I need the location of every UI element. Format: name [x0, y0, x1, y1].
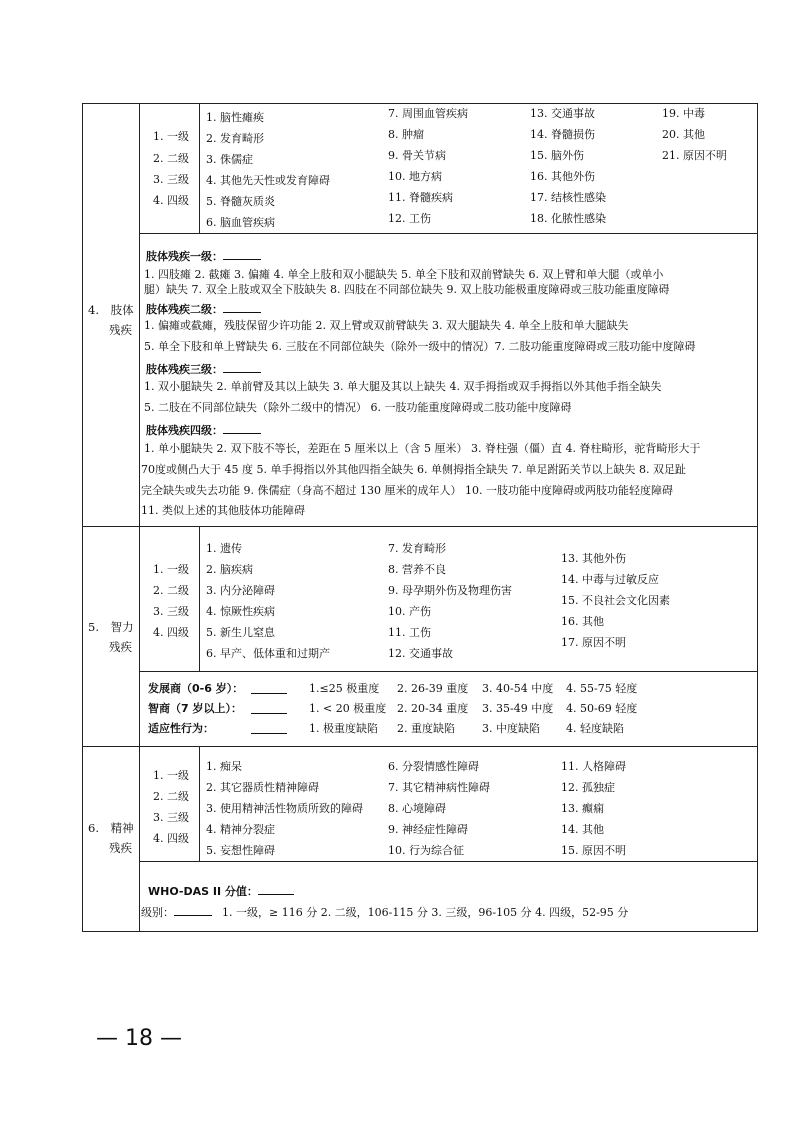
- limb-grade-2[interactable]: 2. 二级: [153, 152, 189, 165]
- limb-grade-3[interactable]: 3. 三级: [153, 173, 189, 186]
- dq-level[interactable]: 2. 26-39 重度: [397, 682, 469, 695]
- mental-cause[interactable]: 8. 心境障碍: [388, 802, 446, 815]
- adaptive-blank[interactable]: [251, 733, 287, 734]
- mental-number: 6.: [88, 821, 99, 835]
- intellectual-cause[interactable]: 17. 原因不明: [561, 636, 626, 649]
- category-divider: [139, 103, 140, 932]
- limb-level4-blank[interactable]: [223, 422, 261, 434]
- intellectual-number: 5.: [88, 620, 99, 634]
- adaptive-label: 适应性行为：: [148, 722, 214, 735]
- mental-cause[interactable]: 14. 其他: [561, 823, 604, 836]
- adaptive-level[interactable]: 1. 极重度缺陷: [309, 722, 378, 735]
- limb-cause[interactable]: 18. 化脓性感染: [530, 212, 606, 225]
- intellectual-category-label: [88, 617, 138, 657]
- grade-divider-mental: [199, 746, 200, 861]
- intellectual-cause[interactable]: 12. 交通事故: [388, 647, 453, 660]
- dq-blank[interactable]: [251, 693, 287, 694]
- mental-cause[interactable]: 5. 妄想性障碍: [206, 844, 275, 857]
- limb-level2-line: 1. 偏瘫或截瘫，残肢保留少许功能 2. 双上臂或双前臂缺失 3. 双大腿缺失 4. 单全上肢和单大腿缺失: [144, 319, 629, 332]
- limb-level3-line: 1. 双小腿缺失 2. 单前臂及其以上缺失 3. 单大腿及其以上缺失 4. 双手拇指或双手拇指以外其他手指全缺失: [144, 380, 662, 393]
- limb-grade-1[interactable]: 1. 一级: [153, 130, 189, 143]
- iq-level[interactable]: 4. 50-69 轻度: [566, 702, 638, 715]
- iq-blank[interactable]: [251, 713, 287, 714]
- mental-name-1: 精神: [110, 821, 134, 835]
- limb-cause[interactable]: 13. 交通事故: [530, 107, 595, 120]
- limb-cause[interactable]: 6. 脑血管疾病: [206, 216, 275, 229]
- limb-level4-title: 肢体残疾四级：: [146, 422, 261, 438]
- limb-category-label: [88, 300, 138, 340]
- intellectual-cause[interactable]: 4. 惊厥性疾病: [206, 605, 275, 618]
- dq-level[interactable]: 3. 40-54 中度: [482, 682, 554, 695]
- limb-level4-line: 完全缺失或失去功能 9. 侏儒症（身高不超过 130 厘米的成年人） 10. 一肢功能中度障碍或两肢功能轻度障碍: [141, 484, 673, 497]
- mental-cause[interactable]: 3. 使用精神活性物质所致的障碍: [206, 802, 363, 815]
- iq-level[interactable]: 3. 35-49 中度: [482, 702, 554, 715]
- mental-grade-2[interactable]: 2. 二级: [153, 790, 189, 803]
- intellectual-cause[interactable]: 14. 中毒与过敏反应: [561, 573, 659, 586]
- intellectual-grade-3[interactable]: 3. 三级: [153, 605, 189, 618]
- mental-inner-rule: [139, 861, 758, 862]
- limb-cause[interactable]: 16. 其他外伤: [530, 170, 595, 183]
- limb-cause[interactable]: 10. 地方病: [388, 170, 442, 183]
- limb-cause[interactable]: 12. 工伤: [388, 212, 431, 225]
- mental-level-blank[interactable]: [174, 904, 212, 916]
- mental-grade-4[interactable]: 4. 四级: [153, 832, 189, 845]
- limb-level3-blank[interactable]: [223, 361, 261, 373]
- limb-cause[interactable]: 19. 中毒: [662, 107, 705, 120]
- intellectual-grade-1[interactable]: 1. 一级: [153, 563, 189, 576]
- intellectual-cause[interactable]: 3. 内分泌障碍: [206, 584, 275, 597]
- mental-cause[interactable]: 4. 精神分裂症: [206, 823, 275, 836]
- limb-level1-line: 腿）缺失 7. 双全上肢或双全下肢缺失 8. 四肢在不同部位缺失 9. 双上肢功能极重度障碍或三肢功能重度障碍: [144, 283, 670, 296]
- mental-level-label: 级别：: [141, 906, 174, 919]
- intellectual-cause[interactable]: 1. 遗传: [206, 542, 242, 555]
- limb-level2-blank[interactable]: [223, 301, 261, 313]
- intellectual-name-2: 残疾: [109, 640, 132, 654]
- intellectual-cause[interactable]: 16. 其他: [561, 615, 604, 628]
- dq-label: 发展商（0-6 岁）：: [148, 682, 244, 695]
- intellectual-cause[interactable]: 2. 脑疾病: [206, 563, 253, 576]
- limb-name-1: 肢体: [110, 303, 134, 317]
- intellectual-cause[interactable]: 6. 早产、低体重和过期产: [206, 647, 330, 660]
- iq-level[interactable]: 1. < 20 极重度: [309, 702, 387, 715]
- whodas-label: WHO-DAS II 分值：: [148, 883, 294, 899]
- limb-level1-line: 1. 四肢瘫 2. 截瘫 3. 偏瘫 4. 单全上肢和双小腿缺失 5. 单全下肢和双前臂缺失 6. 双上臂和单大腿（或单小: [144, 268, 664, 281]
- limb-cause[interactable]: 3. 侏儒症: [206, 153, 253, 166]
- limb-cause[interactable]: 7. 周围血管疾病: [388, 107, 468, 120]
- limb-cause[interactable]: 8. 肿瘤: [388, 128, 424, 141]
- limb-cause[interactable]: 21. 原因不明: [662, 149, 727, 162]
- mental-cause[interactable]: 9. 神经症性障碍: [388, 823, 468, 836]
- limb-level1-title: 肢体残疾一级：: [146, 248, 261, 264]
- whodas-blank[interactable]: [258, 883, 294, 895]
- intellectual-cause[interactable]: 10. 产伤: [388, 605, 431, 618]
- mental-cause[interactable]: 12. 孤独症: [561, 781, 615, 794]
- limb-level4-line: 70度或侧凸大于 45 度 5. 单手拇指以外其他四指全缺失 6. 单侧拇指全缺失 7. 单足跗跖关节以上缺失 8. 双足趾: [141, 463, 686, 476]
- limb-level1-blank[interactable]: [223, 248, 261, 260]
- mental-cause[interactable]: 2. 其它器质性精神障碍: [206, 781, 319, 794]
- intellectual-cause[interactable]: 13. 其他外伤: [561, 552, 626, 565]
- limb-cause[interactable]: 5. 脊髓灰质炎: [206, 195, 275, 208]
- limb-cause[interactable]: 14. 脊髓损伤: [530, 128, 595, 141]
- intellectual-name-1: 智力: [110, 620, 134, 634]
- intellectual-grade-2[interactable]: 2. 二级: [153, 584, 189, 597]
- mental-cause[interactable]: 1. 痴呆: [206, 760, 242, 773]
- adaptive-level[interactable]: 4. 轻度缺陷: [566, 722, 624, 735]
- intellectual-inner-rule: [139, 671, 758, 672]
- iq-label: 智商（7 岁以上）：: [148, 702, 242, 715]
- limb-cause[interactable]: 17. 结核性感染: [530, 191, 606, 204]
- limb-cause[interactable]: 15. 脑外伤: [530, 149, 584, 162]
- intellectual-cause[interactable]: 8. 营养不良: [388, 563, 446, 576]
- limb-grade-4[interactable]: 4. 四级: [153, 194, 189, 207]
- limb-cause[interactable]: 9. 骨关节病: [388, 149, 446, 162]
- limb-level2-title: 肢体残疾二级：: [146, 301, 261, 317]
- mental-level-options[interactable]: 1. 一级，≥ 116 分 2. 二级，106-115 分 3. 三级，96-105 分 4. 四级，52-95 分: [222, 906, 629, 919]
- intellectual-cause[interactable]: 5. 新生儿窒息: [206, 626, 275, 639]
- limb-level2-line: 5. 单全下肢和单上臂缺失 6. 三肢在不同部位缺失（除外一级中的情况）7. 二肢功能重度障碍或三肢功能中度障碍: [144, 340, 696, 353]
- limb-cause[interactable]: 4. 其他先天性或发育障碍: [206, 174, 330, 187]
- grade-divider-intellectual: [199, 526, 200, 671]
- adaptive-level[interactable]: 3. 中度缺陷: [482, 722, 540, 735]
- limb-level4-line: 1. 单小腿缺失 2. 双下肢不等长，差距在 5 厘米以上（含 5 厘米） 3. 脊柱强（僵）直 4. 脊柱畸形，驼背畸形大于: [144, 442, 701, 455]
- limb-cause[interactable]: 1. 脑性瘫痪: [206, 111, 264, 124]
- limb-cause[interactable]: 2. 发育畸形: [206, 132, 264, 145]
- intellectual-cause[interactable]: 9. 母孕期外伤及物理伤害: [388, 584, 512, 597]
- table-bottom-border: [82, 931, 758, 932]
- mental-grade-3[interactable]: 3. 三级: [153, 811, 189, 824]
- limb-level4-line: 11. 类似上述的其他肢体功能障碍: [141, 504, 305, 517]
- limb-number: 4.: [88, 303, 99, 317]
- intellectual-cause[interactable]: 11. 工伤: [388, 626, 431, 639]
- limb-name-2: 残疾: [109, 323, 132, 337]
- mental-category-label: [88, 818, 138, 858]
- adaptive-level[interactable]: 2. 重度缺陷: [397, 722, 455, 735]
- table-left-border: [82, 103, 83, 932]
- iq-level[interactable]: 2. 20-34 重度: [397, 702, 469, 715]
- dq-level[interactable]: 4. 55-75 轻度: [566, 682, 638, 695]
- mental-cause[interactable]: 15. 原因不明: [561, 844, 626, 857]
- mental-cause[interactable]: 7. 其它精神病性障碍: [388, 781, 490, 794]
- mental-cause[interactable]: 6. 分裂情感性障碍: [388, 760, 479, 773]
- intellectual-grade-4[interactable]: 4. 四级: [153, 626, 189, 639]
- intellectual-cause[interactable]: 15. 不良社会文化因素: [561, 594, 670, 607]
- limb-level3-line: 5. 二肢在不同部位缺失（除外二级中的情况） 6. 一肢功能重度障碍或二肢功能中度障碍: [144, 401, 572, 414]
- limb-inner-rule: [139, 233, 758, 234]
- mental-grade-1[interactable]: 1. 一级: [153, 769, 189, 782]
- intellectual-cause[interactable]: 7. 发育畸形: [388, 542, 446, 555]
- grade-divider-limb: [199, 103, 200, 233]
- dq-level[interactable]: 1.≤25 极重度: [309, 682, 380, 695]
- limb-cause[interactable]: 20. 其他: [662, 128, 705, 141]
- mental-name-2: 残疾: [109, 841, 132, 855]
- mental-cause[interactable]: 10. 行为综合征: [388, 844, 464, 857]
- row-rule-intellectual-mental: [82, 746, 758, 747]
- page-number: — 18 —: [96, 1026, 182, 1051]
- table-right-border: [757, 103, 758, 932]
- limb-level3-title: 肢体残疾三级：: [146, 361, 261, 377]
- table-top-border: [82, 103, 758, 104]
- mental-cause[interactable]: 11. 人格障碍: [561, 760, 626, 773]
- row-rule-limb-intellectual: [82, 526, 758, 527]
- mental-level-row: [141, 904, 628, 920]
- mental-cause[interactable]: 13. 癫痫: [561, 802, 604, 815]
- limb-cause[interactable]: 11. 脊髓疾病: [388, 191, 453, 204]
